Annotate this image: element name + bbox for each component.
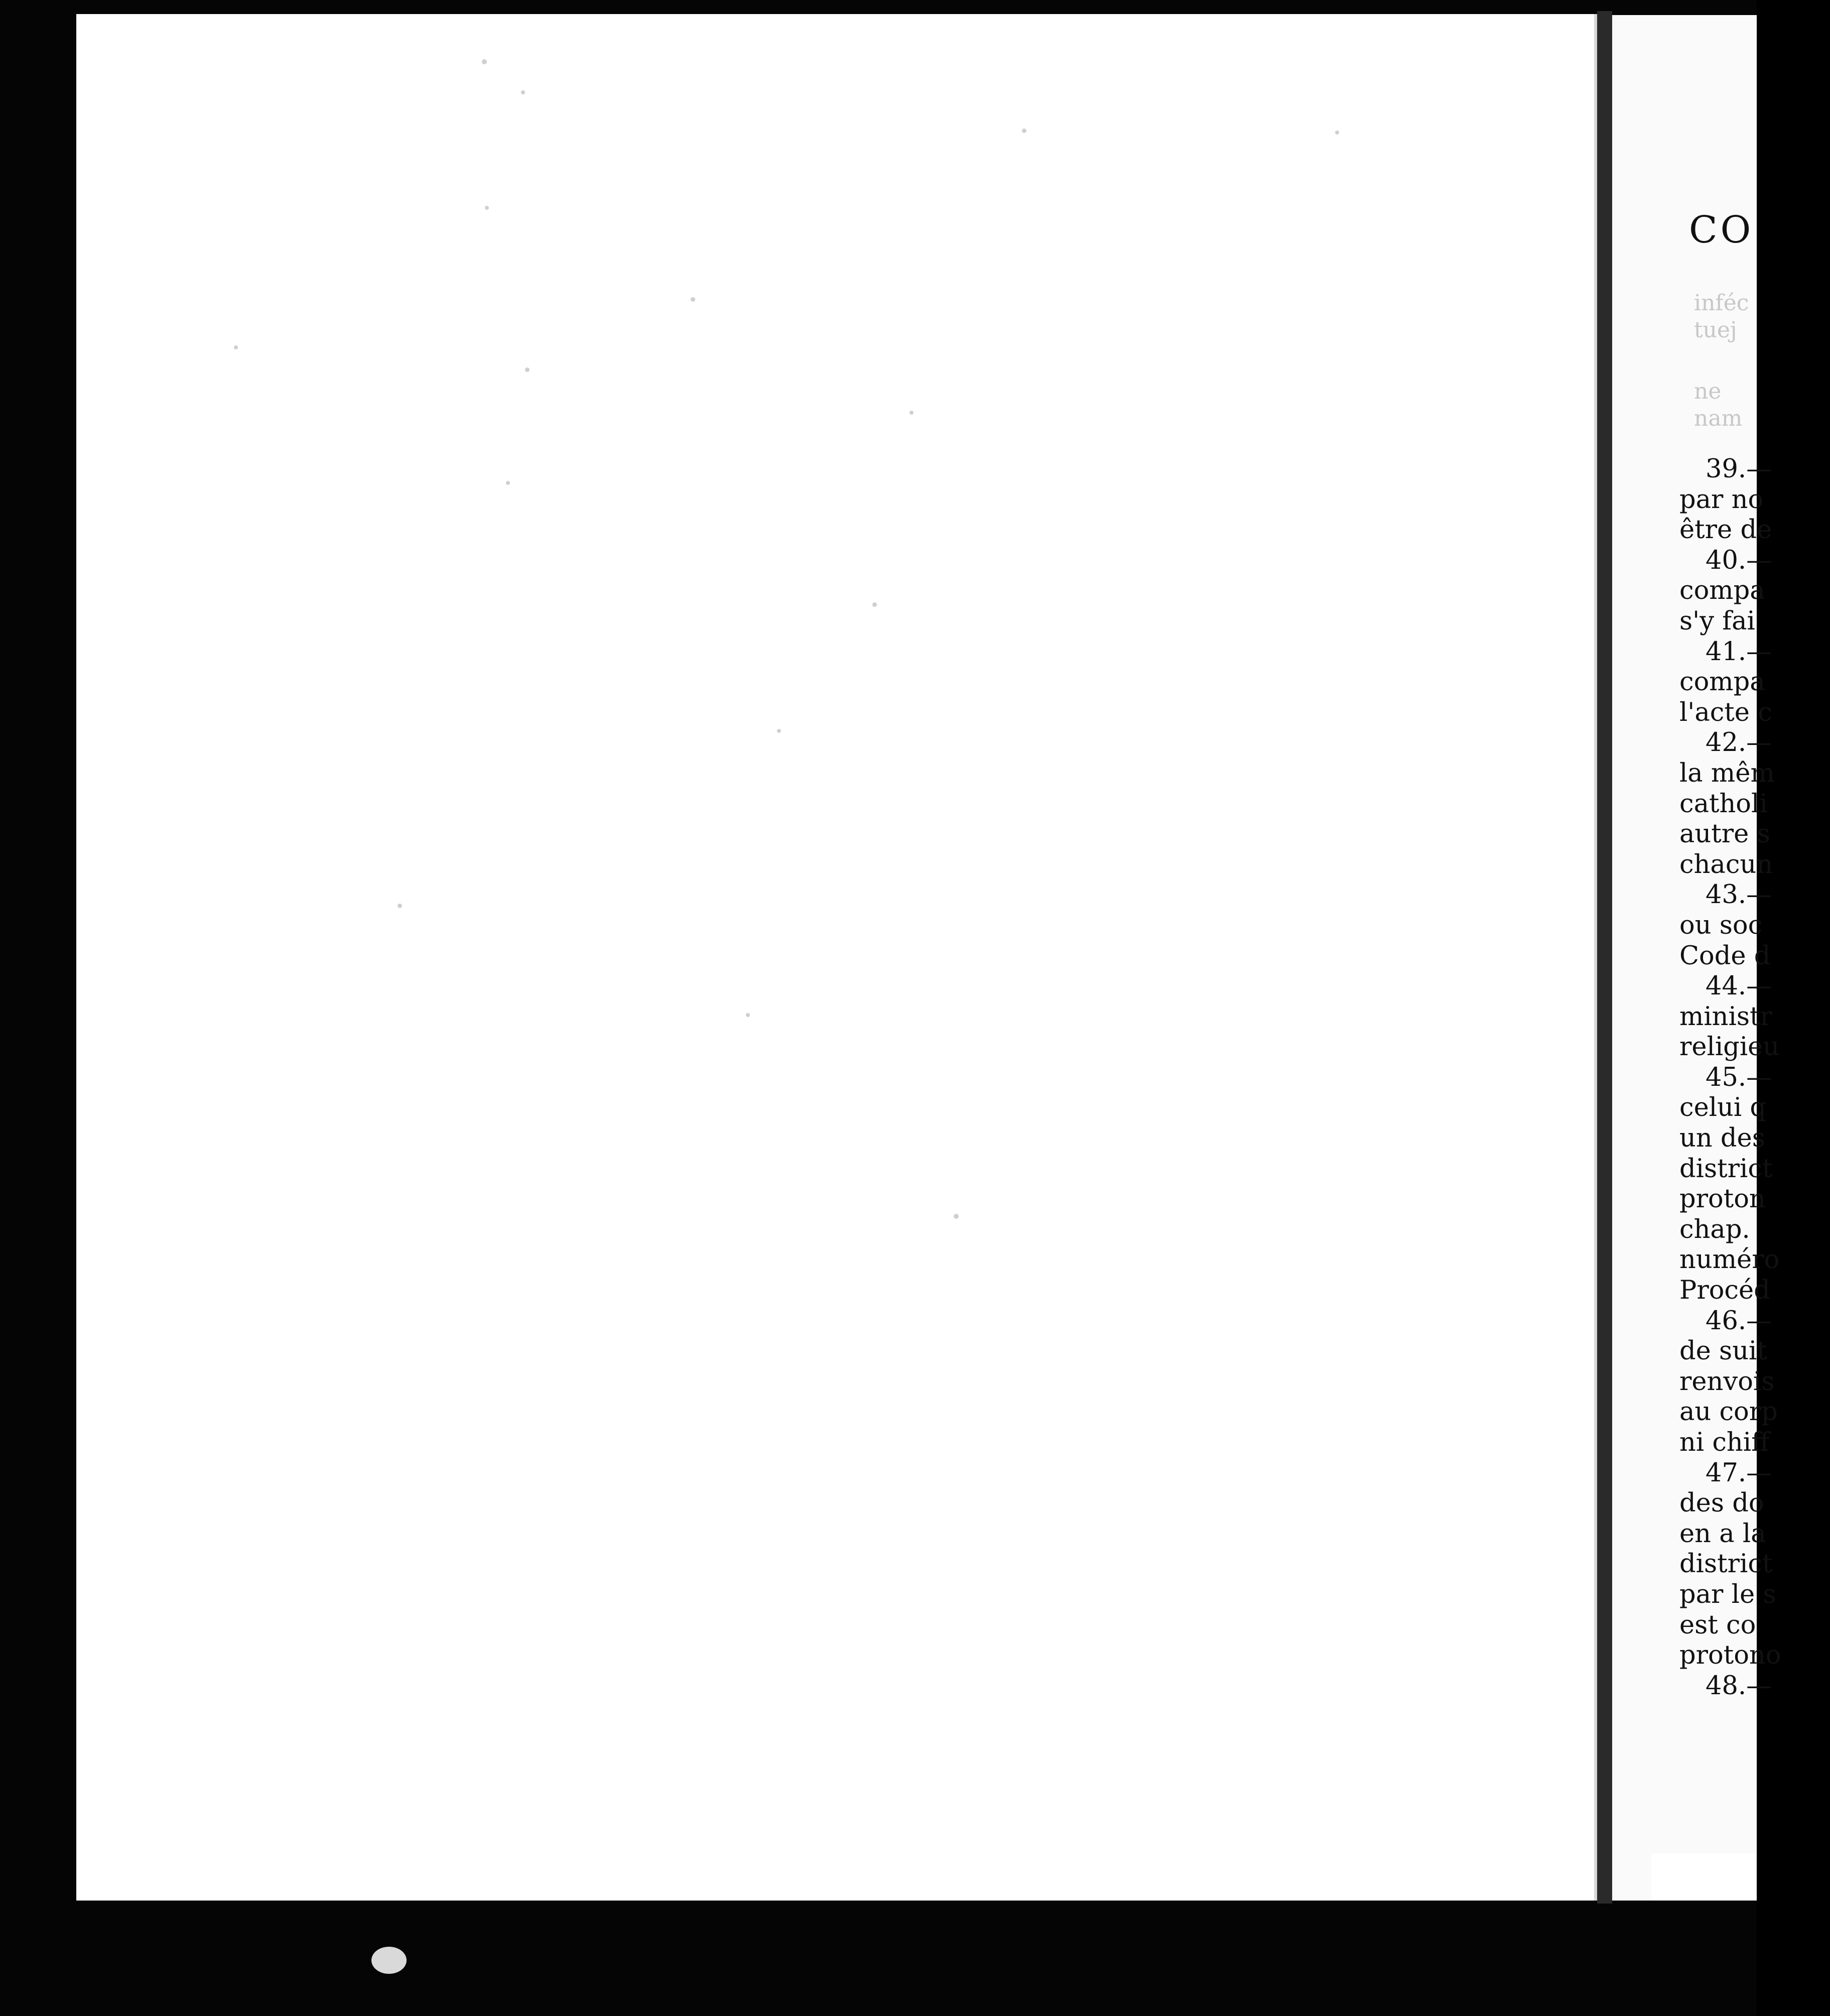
bleed-through-text: inféc	[1694, 290, 1749, 316]
dust-speck	[485, 206, 489, 210]
text-line: ministr	[1679, 1001, 1772, 1032]
dust-speck	[777, 729, 781, 733]
text-line: 43.—	[1706, 880, 1772, 910]
dust-speck	[482, 59, 487, 64]
right-page-edge	[1651, 1853, 1757, 1901]
ink-blot	[371, 1947, 407, 1974]
page-gutter	[1597, 11, 1612, 1904]
dust-speck	[746, 1013, 750, 1017]
text-line: district	[1679, 1154, 1773, 1184]
text-line: 44.—	[1706, 971, 1772, 1001]
text-line: au corp	[1679, 1397, 1778, 1427]
text-line: est co	[1679, 1610, 1756, 1640]
text-line: 41.—	[1706, 637, 1772, 667]
dust-speck	[506, 481, 510, 485]
text-line: chacun	[1679, 849, 1773, 879]
text-line: proton	[1679, 1184, 1766, 1214]
text-line: être de	[1679, 515, 1772, 545]
body-text-column	[1679, 454, 1830, 1701]
text-line: des do	[1679, 1488, 1764, 1519]
text-line: s'y fai	[1679, 606, 1755, 636]
bleed-through-text: ne	[1694, 379, 1722, 404]
dust-speck	[872, 602, 877, 607]
text-line: en a la	[1679, 1519, 1766, 1549]
text-line: un des	[1679, 1123, 1765, 1154]
text-line: religieu	[1679, 1032, 1780, 1062]
bleed-through-text: tuej	[1694, 317, 1737, 343]
text-line: 39.—	[1706, 454, 1772, 484]
dust-speck	[691, 297, 695, 302]
dust-speck	[954, 1214, 959, 1219]
text-line: par no	[1679, 484, 1764, 515]
text-line: autre s	[1679, 819, 1770, 849]
text-line: par le s	[1679, 1579, 1776, 1609]
text-line: la mêm	[1679, 758, 1775, 788]
text-line: 45.—	[1706, 1062, 1772, 1092]
text-line: 40.—	[1706, 545, 1772, 575]
text-line: de suit	[1679, 1336, 1767, 1366]
text-line: district	[1679, 1549, 1773, 1579]
text-line: 46.—	[1706, 1306, 1772, 1336]
text-line: Code d	[1679, 941, 1771, 971]
text-line: ni chiff	[1679, 1428, 1770, 1457]
text-line: chap.	[1679, 1214, 1750, 1244]
dust-speck	[909, 411, 913, 415]
bleed-through-text: nam	[1694, 406, 1743, 431]
text-line: celui q	[1679, 1093, 1767, 1123]
dust-speck	[521, 90, 525, 94]
text-line: compa	[1679, 667, 1765, 697]
dust-speck	[1335, 131, 1339, 135]
page-heading: CO	[1689, 208, 1754, 251]
dust-speck	[1022, 129, 1026, 133]
text-line: 47.—	[1706, 1458, 1772, 1488]
dust-speck	[398, 904, 402, 908]
text-line: ou soc	[1679, 910, 1763, 940]
text-line: 42.—	[1706, 728, 1772, 758]
text-line: compa	[1679, 576, 1765, 606]
text-line: 48.—	[1706, 1671, 1772, 1701]
dust-speck	[234, 345, 238, 349]
dust-speck	[525, 367, 530, 372]
text-line: protono	[1679, 1641, 1781, 1671]
text-line: catholi	[1679, 789, 1768, 819]
text-line: l'acte c	[1679, 697, 1772, 727]
text-line: Procéd	[1679, 1276, 1770, 1306]
text-line: renvois	[1679, 1366, 1775, 1397]
text-line: numéro	[1679, 1245, 1780, 1275]
blank-left-page	[76, 14, 1597, 1901]
